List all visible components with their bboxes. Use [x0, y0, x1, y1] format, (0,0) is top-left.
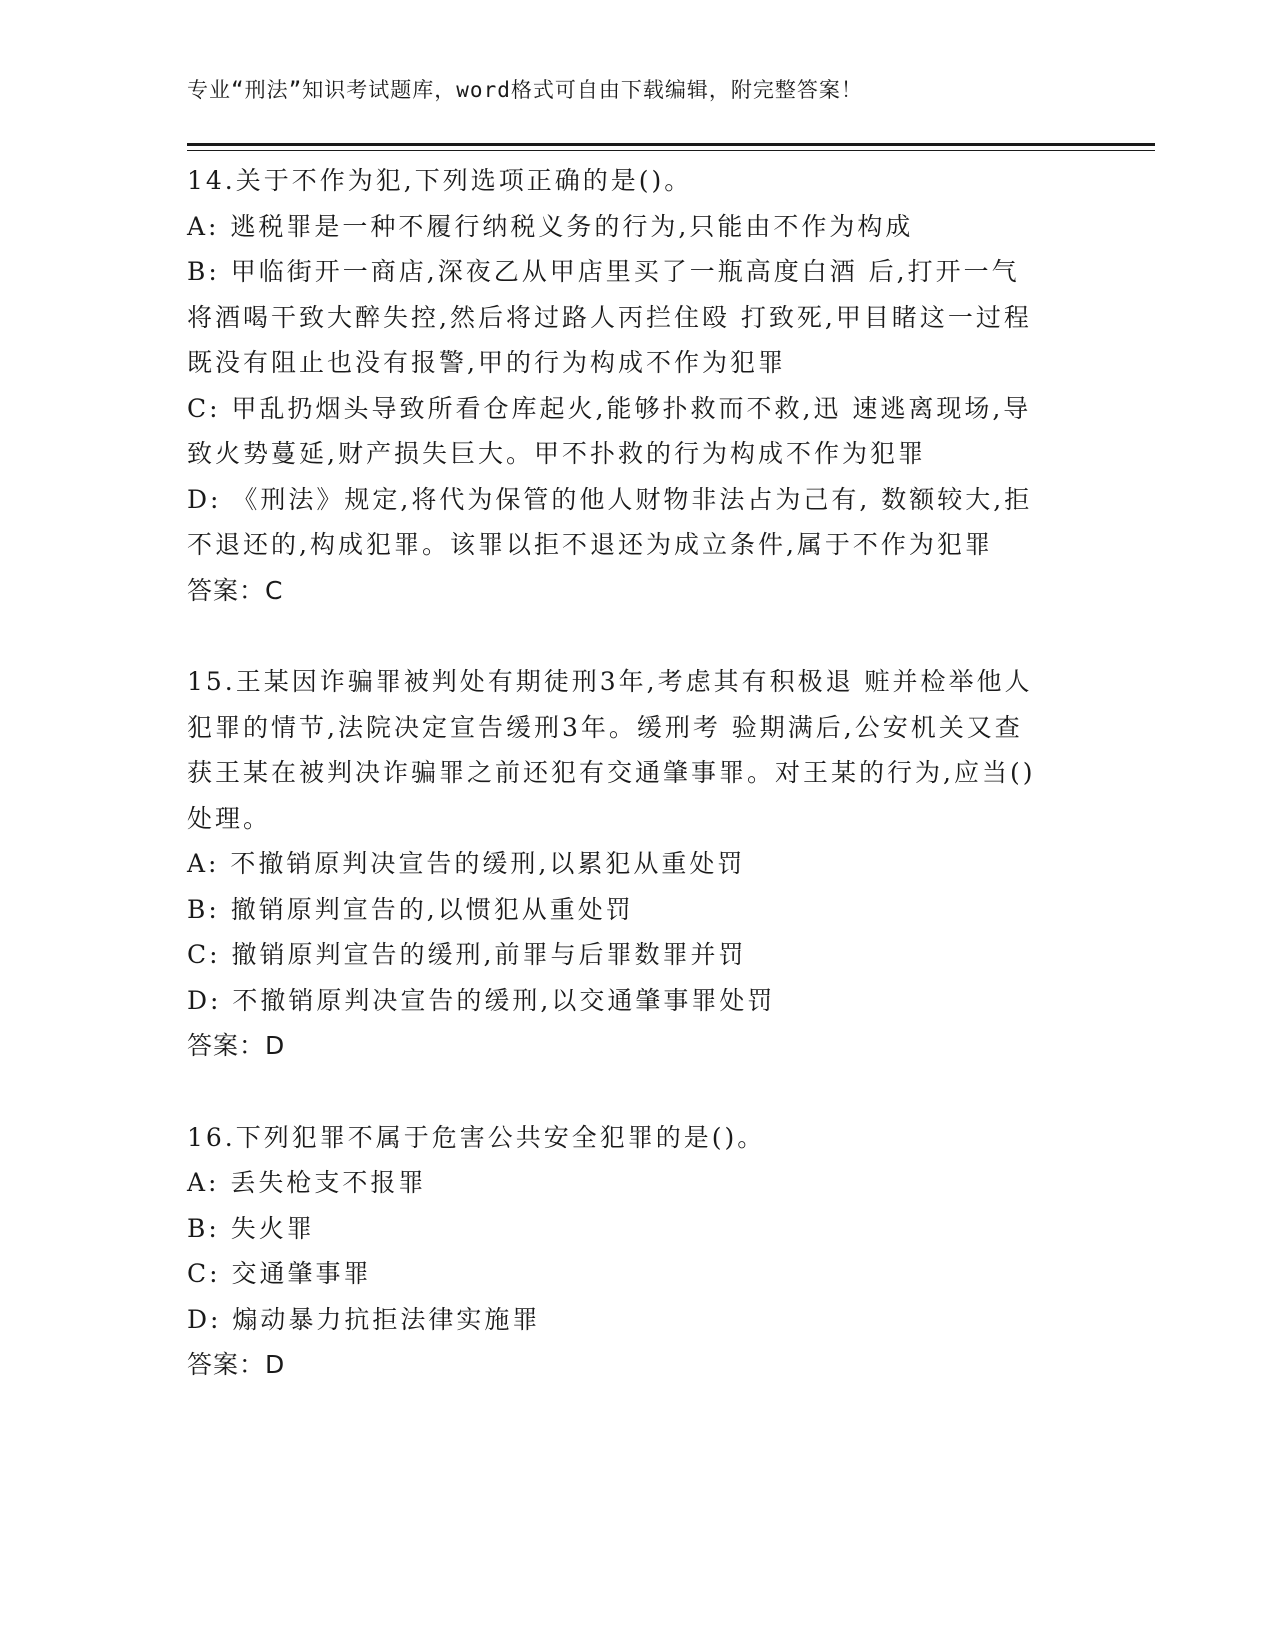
option-line: 既没有阻止也没有报警,甲的行为构成不作为犯罪 [187, 348, 786, 377]
question-list [187, 158, 1087, 1434]
option-line: C: 撤销原判宣告的缓刑,前罪与后罪数罪并罚 [187, 940, 747, 969]
question-14 [187, 158, 1087, 613]
option-line: C: 交通肇事罪 [187, 1259, 372, 1288]
option-line: 致火势蔓延,财产损失巨大。甲不扑救的行为构成不作为犯罪 [187, 439, 926, 468]
option-line: A: 逃税罪是一种不履行纳税义务的行为,只能由不作为构成 [187, 211, 914, 241]
option-line: D: 不撤销原判决宣告的缓刑,以交通肇事罪处罚 [187, 985, 776, 1015]
answer-line: 答案：C [187, 575, 284, 605]
answer-line: 答案：D [187, 1350, 286, 1379]
option-line: B: 失火罪 [187, 1213, 315, 1243]
question-stem: 获王某在被判决诈骗罪之前还犯有交通肇事罪。对王某的行为,应当() [187, 758, 1036, 787]
option-line: A: 丢失枪支不报罪 [187, 1168, 427, 1197]
header-rule-thin [187, 150, 1155, 151]
option-line: B: 撤销原判宣告的,以惯犯从重处罚 [187, 894, 634, 924]
question-stem: 15.王某因诈骗罪被判处有期徒刑3年,考虑其有积极退 赃并检举他人 [187, 667, 1033, 696]
option-line: C: 甲乱扔烟头导致所看仓库起火,能够扑救而不救,迅 速逃离现场,导 [187, 393, 1032, 423]
answer-line: 答案：D [187, 1031, 286, 1060]
option-line: D: 《刑法》规定,将代为保管的他人财物非法占为己有, 数额较大,拒 [187, 484, 1033, 514]
question-15 [187, 659, 1087, 1069]
question-stem: 处理。 [187, 803, 272, 833]
option-line: 将酒喝干致大醉失控,然后将过路人丙拦住殴 打致死,甲目睹这一过程 [187, 302, 1032, 332]
header-rule-thick [187, 143, 1155, 146]
option-line: A: 不撤销原判决宣告的缓刑,以累犯从重处罚 [187, 849, 746, 878]
option-line: B: 甲临街开一商店,深夜乙从甲店里买了一瓶高度白酒 后,打开一气 [187, 257, 1020, 286]
page-header: 专业“刑法”知识考试题库，word格式可自由下载编辑，附完整答案！ [187, 78, 863, 102]
question-stem: 14.关于不作为犯,下列选项正确的是()。 [187, 166, 693, 195]
question-16 [187, 1115, 1087, 1388]
option-line: 不退还的,构成犯罪。该罪以拒不退还为成立条件,属于不作为犯罪 [187, 530, 993, 559]
option-line: D: 煽动暴力抗拒法律实施罪 [187, 1304, 541, 1334]
question-stem: 犯罪的情节,法院决定宣告缓刑3年。缓刑考 验期满后,公安机关又查 [187, 712, 1023, 742]
question-stem: 16.下列犯罪不属于危害公共安全犯罪的是()。 [187, 1122, 766, 1152]
